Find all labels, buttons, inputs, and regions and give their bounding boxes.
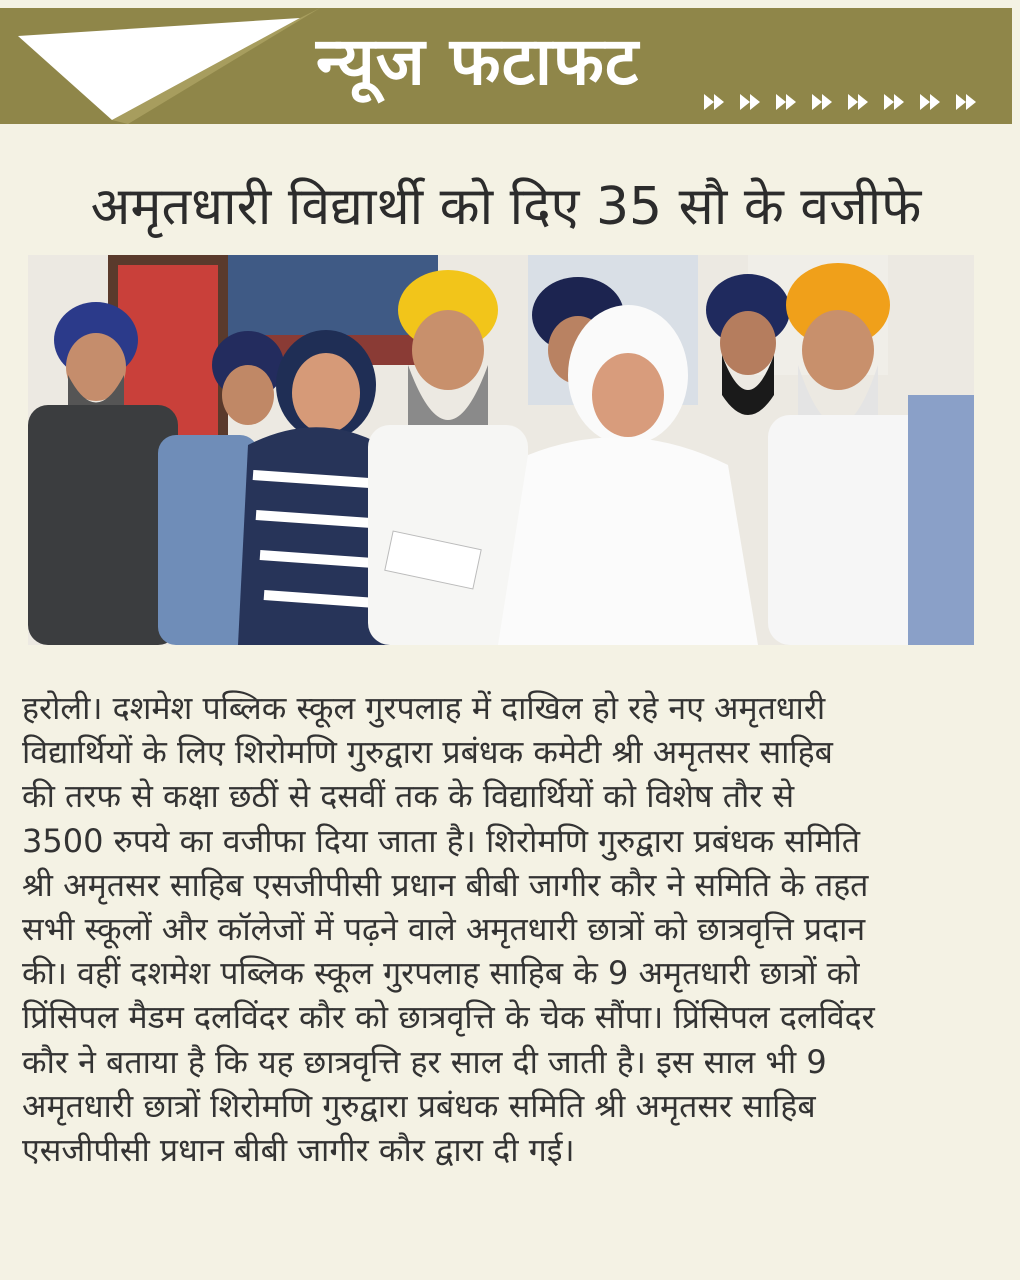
body-line: एसजीपीसी प्रधान बीबी जागीर कौर द्वारा दी गई। (22, 1131, 575, 1170)
body-line: 3500 रुपये का वजीफा दिया जाता है। शिरोमणि गुरुद्वारा प्रबंधक समिति (22, 821, 861, 860)
group-photo-image (28, 255, 974, 645)
body-line: की। वहीं दशमेश पब्लिक स्कूल गुरपलाह साहिब के 9 अमृतधारी छात्रों को (22, 954, 860, 993)
body-line: की तरफ से कक्षा छठीं से दसवीं तक के विद्यार्थियों को विशेष तौर से (22, 777, 795, 816)
body-line: हरोली। दशमेश पब्लिक स्कूल गुरपलाह में दाखिल हो रहे नए अमृतधारी (22, 689, 826, 727)
body-line: प्रिंसिपल मैडम दलविंदर कौर को छात्रवृत्ति के चेक सौंपा। प्रिंसिपल दलविंदर (22, 998, 875, 1037)
article-body (22, 686, 992, 1172)
section-title: न्यूज फटाफट (316, 23, 640, 100)
double-chevron-right-icon (700, 82, 990, 122)
body-line: श्री अमृतसर साहिब एसजीपीसी प्रधान बीबी जागीर कौर ने समिति के तहत (22, 865, 869, 904)
section-header (0, 8, 1012, 124)
body-line: विद्यार्थियों के लिए शिरोमणि गुरुद्वारा प्रबंधक कमेटी श्री अमृतसर साहिब (22, 733, 833, 772)
body-line: कौर ने बताया है कि यह छात्रवृत्ति हर साल दी जाती है। इस साल भी 9 (22, 1042, 827, 1081)
body-line: अमृतधारी छात्रों शिरोमणि गुरुद्वारा प्रबंधक समिति श्री अमृतसर साहिब (22, 1086, 816, 1125)
article-headline: अमृतधारी विद्यार्थी को दिए 35 सौ के वजीफे (90, 177, 922, 237)
pennant-graphic (0, 8, 320, 124)
body-line: सभी स्कूलों और कॉलेजों में पढ़ने वाले अमृतधारी छात्रों को छात्रवृत्ति प्रदान (22, 910, 866, 949)
